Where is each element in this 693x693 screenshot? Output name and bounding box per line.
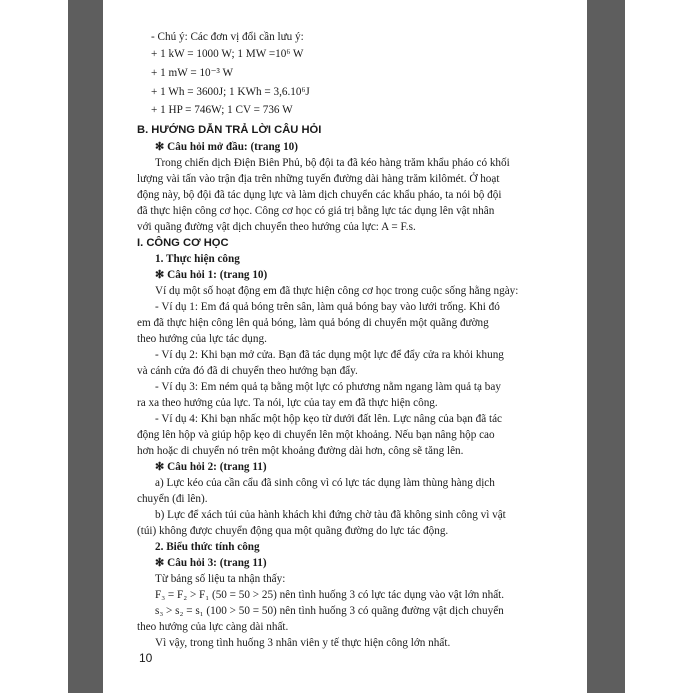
question-2-label: ✻ Câu hỏi 2: (trang 11) [155, 461, 267, 473]
example-2-line: - Ví dụ 2: Khi bạn mở cửa. Bạn đã tác dụng một lực để đẩy cửa ra khỏi khung [155, 349, 504, 361]
question-open-label: ✻ Câu hỏi mở đầu: (trang 10) [155, 141, 298, 153]
paragraph-line: động này, bộ đội đã tác dụng lực và làm dịch chuyển các khẩu pháo, ta nói bộ đội [137, 189, 502, 201]
note-title: - Chú ý: Các đơn vị đổi cần lưu ý: [151, 31, 304, 43]
right-margin-band [587, 0, 625, 693]
question-3-line-3: theo hướng của lực càng dài nhất. [137, 621, 289, 633]
question-3-intro: Từ bảng số liệu ta nhận thấy: [155, 573, 286, 585]
section-b-heading: B. HƯỚNG DẪN TRẢ LỜI CÂU HỎI [137, 124, 322, 136]
section-i-heading: I. CÔNG CƠ HỌC [137, 237, 229, 249]
answer-2a-line: chuyển (đi lên). [137, 493, 208, 505]
question-3-line-2: s₃ > s₂ = s₁ (100 > 50 = 50) nên tình huống 3 có quãng đường vật dịch chuyển [155, 605, 504, 617]
question-3-conclusion: Vì vậy, trong tình huống 3 nhân viên y tế thực hiện công lớn nhất. [155, 637, 451, 649]
paragraph-line: Trong chiến dịch Điện Biên Phủ, bộ đội ta đã kéo hàng trăm khẩu pháo có khối [155, 157, 510, 169]
document-page [103, 0, 587, 693]
paragraph-line: lượng vài tấn vào trận địa trên những tuyến đường dài hàng trăm kilômét. Ở hoạt [137, 173, 500, 185]
answer-2a-line: a) Lực kéo của cần cẩu đã sinh công vì có lực tác dụng làm thùng hàng dịch [155, 477, 495, 489]
subsection-2-heading: 2. Biểu thức tính công [155, 541, 260, 553]
question-3-label: ✻ Câu hỏi 3: (trang 11) [155, 557, 267, 569]
page-number: 10 [139, 651, 153, 665]
note-line-1: + 1 kW = 1000 W; 1 MW =10⁶ W [151, 48, 304, 60]
subsection-1-heading: 1. Thực hiện công [155, 253, 240, 265]
answer-2b-line: (túi) không được chuyển động qua một quãng đường do lực tác động. [137, 525, 449, 537]
question-3-line-1: F₃ = F₂ > F₁ (50 = 50 > 25) nên tình huống 3 có lực tác dụng vào vật lớn nhất. [155, 589, 505, 601]
left-margin-band [68, 0, 103, 693]
note-line-4: + 1 HP = 746W; 1 CV = 736 W [151, 104, 293, 116]
example-4-line: hơn hoặc di chuyển nó trên một khoảng đường dài hơn, công sẽ tăng lên. [137, 445, 464, 457]
example-1-line: - Ví dụ 1: Em đá quả bóng trên sân, làm quả bóng bay vào lưới trống. Khi đó [155, 301, 500, 313]
note-line-2: + 1 mW = 10⁻³ W [151, 67, 234, 79]
paragraph-line: đã thực hiện công cơ học. Công cơ học có giá trị bằng lực tác dụng lên vật nhân [137, 205, 495, 217]
example-1-line: theo hướng của lực tác dụng. [137, 333, 267, 345]
answer-2b-line: b) Lực để xách túi của hành khách khi đứng chờ tàu đã không sinh công vì vật [155, 509, 506, 521]
question-1-intro: Ví dụ một số hoạt động em đã thực hiện công cơ học trong cuộc sống hằng ngày: [155, 285, 519, 297]
example-4-line: - Ví dụ 4: Khi bạn nhấc một hộp kẹo từ dưới đất lên. Lực nâng của bạn đã tác [155, 413, 503, 425]
example-3-line: - Ví dụ 3: Em ném quả tạ bằng một lực có phương nằm ngang làm quả tạ bay [155, 381, 501, 393]
example-1-line: em đã thực hiện công lên quả bóng, làm quả bóng di chuyển một quãng đường [137, 317, 489, 329]
example-3-line: ra xa theo hướng của lực. Ta nói, lực của tay em đã thực hiện công. [137, 397, 438, 409]
paragraph-line: với quãng đường vật dịch chuyển theo hướng của lực: A = F.s. [137, 221, 416, 233]
note-line-3: + 1 Wh = 3600J; 1 KWh = 3,6.10⁶J [151, 86, 310, 98]
question-1-label: ✻ Câu hỏi 1: (trang 10) [155, 269, 268, 281]
example-2-line: và cánh cửa đó đã di chuyển theo hướng bạn đẩy. [137, 365, 358, 377]
example-4-line: động lên hộp và giúp hộp kẹo di chuyển lên một khoảng. Nếu bạn nâng hộp cao [137, 429, 495, 441]
